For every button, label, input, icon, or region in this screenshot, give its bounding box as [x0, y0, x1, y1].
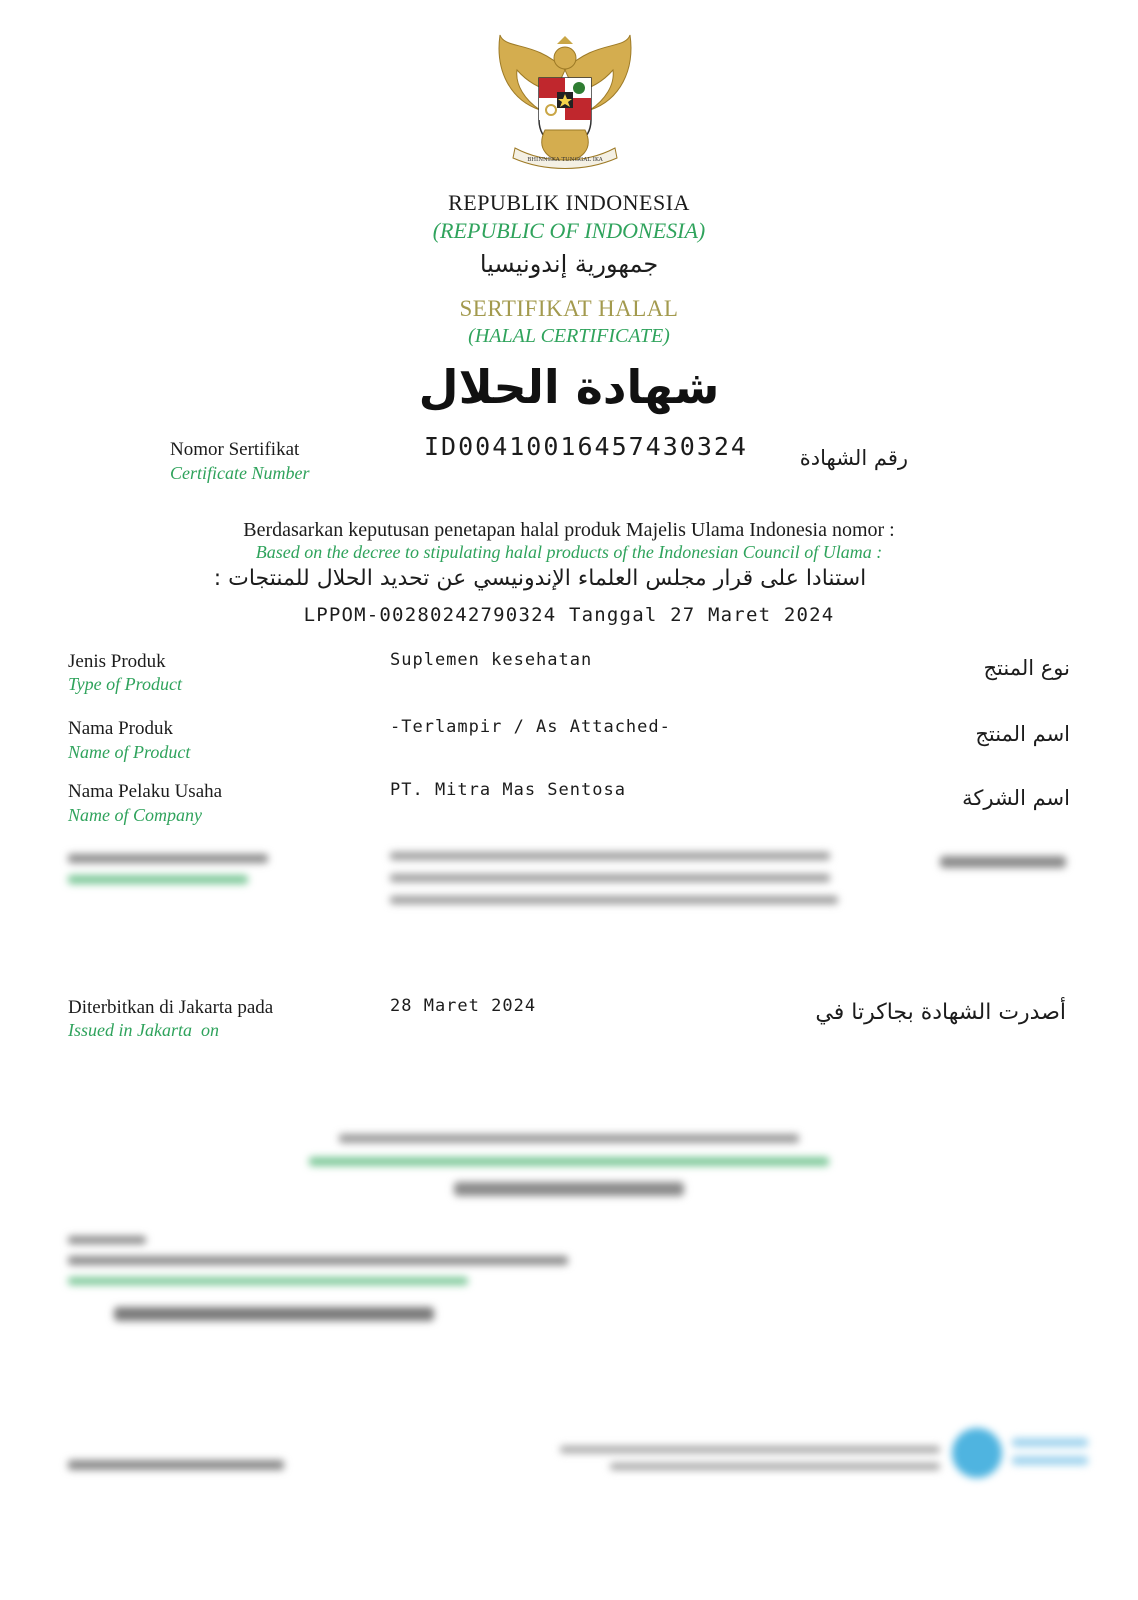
certificate-number-label-ar: رقم الشهادة	[799, 446, 908, 470]
company-name-label-ar: اسم الشركة	[962, 786, 1070, 810]
company-name-label-en: Name of Company	[68, 805, 202, 825]
company-address-label-ar-redacted	[940, 856, 1066, 876]
product-name-value: -Terlampir / As Attached-	[390, 717, 671, 737]
decree-number: LPPOM-00280242790324 Tanggal 27 Maret 2024	[303, 604, 835, 626]
certificate-title-en: (HALAL CERTIFICATE)	[468, 325, 670, 347]
compliance-statement-redacted	[0, 1130, 1138, 1210]
product-type-label-en: Type of Product	[68, 674, 182, 694]
company-address-value-redacted	[390, 848, 838, 914]
signer-name-redacted	[68, 1460, 284, 1474]
product-details	[0, 650, 1138, 840]
certificate-number-label-id: Nomor Sertifikat	[170, 439, 300, 460]
decree-text-ar: استنادا على قرار مجلس العلماء الإندونيسي عن تحديد الحلال للمنتجات :	[213, 566, 867, 591]
emblem-motto: BHINNEKA TUNGGAL IKA	[527, 157, 603, 163]
issued-date: 28 Maret 2024	[390, 996, 537, 1016]
halal-agency-logo-redacted	[952, 1424, 1092, 1484]
certificate-number-value: ID00410016457430324	[424, 432, 748, 461]
certificate-title-id: SERTIFIKAT HALAL	[459, 296, 679, 321]
company-address-redacted	[68, 850, 268, 890]
country-name-id: REPUBLIK INDONESIA	[448, 190, 690, 215]
issued-label-ar: أصدرت الشهادة بجاكرتا في	[815, 1000, 1066, 1025]
country-name-ar: جمهورية إندونيسيا	[479, 250, 659, 278]
product-name-label-en: Name of Product	[68, 742, 191, 762]
footer-note-redacted	[560, 1446, 940, 1482]
issued-label-id: Diterbitkan di Jakarta pada	[68, 997, 274, 1018]
product-type-label-id: Jenis Produk	[68, 651, 166, 672]
decree-text-id: Berdasarkan keputusan penetapan halal produk Majelis Ulama Indonesia nomor :	[243, 519, 895, 541]
certificate-number-label-en: Certificate Number	[170, 463, 310, 483]
company-name-value: PT. Mitra Mas Sentosa	[390, 780, 626, 800]
product-name-label-id: Nama Produk	[68, 718, 174, 739]
product-type-label-ar: نوع المنتج	[983, 656, 1070, 680]
country-name-en: (REPUBLIC OF INDONESIA)	[432, 218, 706, 243]
product-name-label-ar: اسم المنتج	[975, 722, 1070, 746]
decree-text-en: Based on the decree to stipulating halal products of the Indonesian Council of Ulama :	[255, 542, 883, 562]
company-name-label-id: Nama Pelaku Usaha	[68, 781, 223, 802]
signatory-block-redacted	[68, 1236, 578, 1346]
issued-label-en: Issued in Jakarta on	[68, 1020, 219, 1040]
product-type-value: Suplemen kesehatan	[390, 650, 593, 670]
certificate-title-ar: شهادة الحلال	[418, 360, 720, 414]
garuda-emblem-icon	[495, 30, 635, 172]
